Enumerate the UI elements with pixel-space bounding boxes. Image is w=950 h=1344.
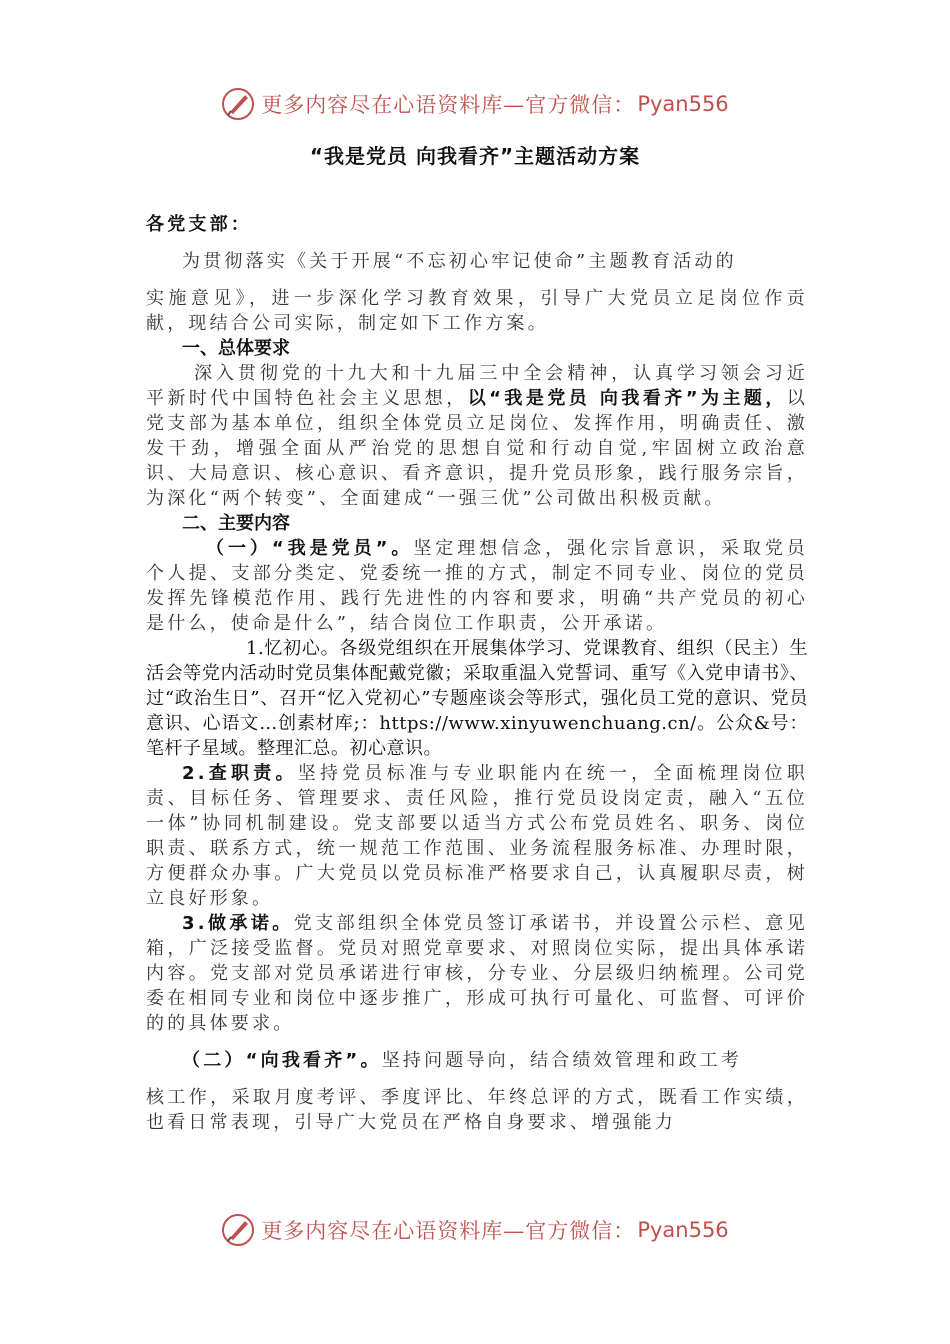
document-body — [146, 212, 808, 1135]
section1-heading-text: 一、总体要求 — [182, 338, 290, 359]
intro-paragraph-line1 — [146, 249, 808, 274]
banner-text: 更多内容尽在心语资料库—官方微信： — [261, 1219, 636, 1243]
section1-text-a: 深入贯彻党的十九大和十九届三中全会精神，认真学习领会习近平新时代中国特色社会主义思想， — [146, 363, 808, 409]
banner-wechat-id: Pyan556 — [637, 92, 729, 116]
sub1-paragraph — [146, 536, 808, 636]
item3-label: 3.做承诺。 — [182, 913, 294, 934]
item2-label: 2.查职责。 — [182, 763, 298, 784]
item2-paragraph — [146, 761, 808, 911]
intro-paragraph-rest — [146, 286, 808, 336]
salutation-text: 各党支部： — [146, 214, 252, 235]
section2-heading — [146, 511, 808, 536]
header-banner — [0, 84, 950, 124]
section1-text-b: 以党支部为基本单位，组织全体党员立足岗位、发挥作用，明确责任、激发干劲，增强全面从严治党的思想自觉和行动自觉,牢固树立政治意识、大局意识、核心意识、看齐意识，提升党员形象，践行服务宗旨，为深化“两个转变”、全面建成“一强三优”公司做出积极贡献。 — [146, 388, 808, 509]
sub2-text-1: 坚持问题导向，结合绩效管理和政工考 — [381, 1050, 743, 1071]
sub1-text: 坚定理想信念，强化宗旨意识，采取党员个人提、支部分类定、党委统一推的方式，制定不同专业、岗位的党员发挥先锋模范作用、践行先进性的内容和要求，明确“共产党员的初心是什么，使命是什么”，结合岗位工作职责，公开承诺。 — [146, 538, 808, 634]
section2-heading-text: 二、主要内容 — [182, 513, 290, 534]
banner-wechat-id: Pyan556 — [637, 1218, 729, 1242]
sub1-label: （一）“我是党员”。 — [206, 538, 414, 559]
page-title: “我是党员 向我看齐”主题活动方案 — [309, 144, 641, 168]
section1-heading — [146, 336, 808, 361]
item3-paragraph — [146, 911, 808, 1036]
section1-bold-theme: 以“我是党员 向我看齐”为主题， — [467, 388, 787, 409]
section1-paragraph — [146, 361, 808, 511]
sub2-label: （二）“向我看齐”。 — [182, 1050, 382, 1071]
item1-text: 1.忆初心。各级党组织在开展集体学习、党课教育、组织（民主）生活会等党内活动时党员集体配戴党徽；采取重温入党誓词、重写《入党申请书》、过“政治生日”、召开“忆入党初心”专题座谈会等形式，强化员工党的意识、党员意识、心语文…创素材库;：https://www.xinyuwenchuang.cn/。公众&号：笔杆子星域。整理汇总。初心意识。 — [146, 638, 808, 759]
item2-text: 坚持党员标准与专业职能内在统一，全面梳理岗位职责、目标任务、管理要求、责任风险，推行党员设岗定责，融入“五位一体”协同机制建设。党支部要以适当方式公布党员姓名、职务、岗位职责、联系方式，统一规范工作范围、业务流程服务标准、办理时限，方便群众办事。广大党员以党员标准严格要求自己，认真履职尽责，树立良好形象。 — [146, 763, 808, 909]
item3-text: 党支部组织全体党员签订承诺书，并设置公示栏、意见箱，广泛接受监督。党员对照党章要求、对照岗位实际，提出具体承诺内容。党支部对党员承诺进行审核，分专业、分层级归纳梳理。公司党委在相同专业和岗位中逐步推广，形成可执行可量化、可监督、可评价的的具体要求。 — [146, 913, 808, 1034]
salutation — [146, 212, 808, 237]
intro-text-1: 为贯彻落实《关于开展“不忘初心牢记使命”主题教育活动的 — [182, 251, 737, 272]
quill-logo-icon — [221, 1213, 255, 1247]
footer-banner — [0, 1210, 950, 1250]
intro-text-2: 实施意见》，进一步深化学习教育效果，引导广大党员立足岗位作贡献，现结合公司实际，制定如下工作方案。 — [146, 288, 808, 334]
quill-logo-icon — [221, 87, 255, 121]
sub2-paragraph-rest — [146, 1085, 808, 1135]
banner-text: 更多内容尽在心语资料库—官方微信： — [261, 93, 636, 117]
sub2-paragraph-line1 — [146, 1048, 808, 1073]
item1-paragraph — [146, 636, 808, 761]
sub2-text-2: 核工作，采取月度考评、季度评比、年终总评的方式，既看工作实绩，也看日常表现，引导广大党员在严格自身要求、增强能力 — [146, 1087, 808, 1133]
